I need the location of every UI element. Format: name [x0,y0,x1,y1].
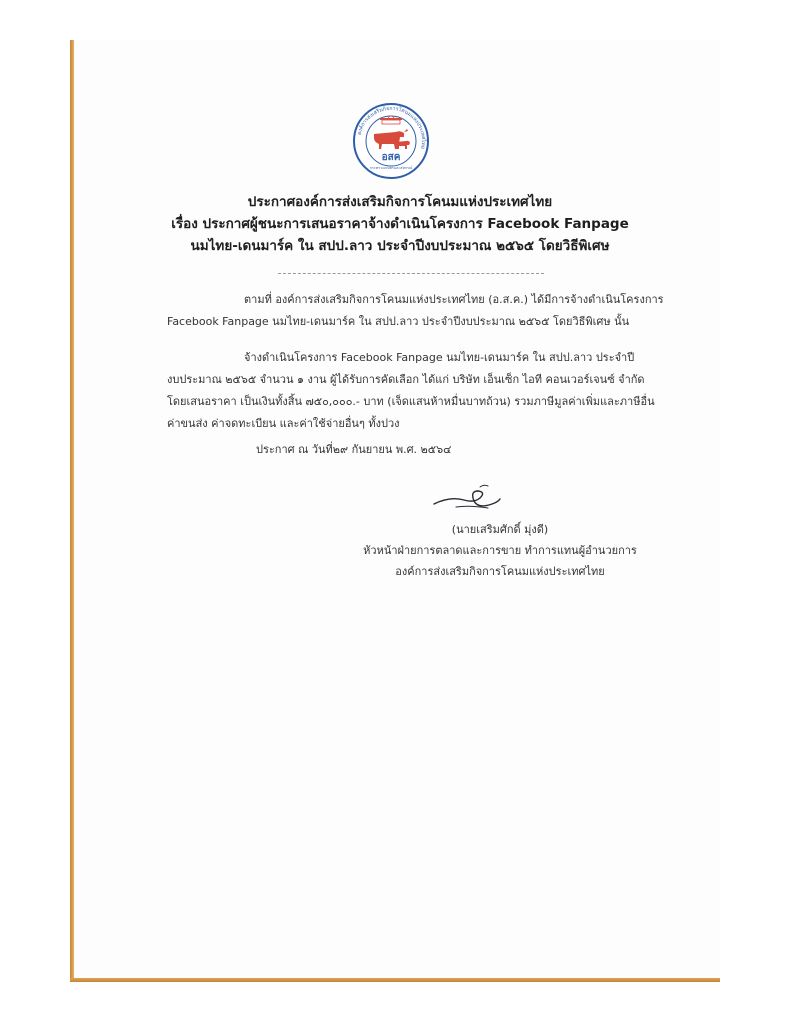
organization-logo [352,102,430,180]
paragraph2-line1: จ้างดำเนินโครงการ Facebook Fanpage นมไทย-เดนมาร์ค ใน สปป.ลาว ประจำปี [244,351,635,364]
paragraph1-line2: Facebook Fanpage นมไทย-เดนมาร์ค ใน สปป.ลาว ประจำปีงบประมาณ ๒๕๖๕ โดยวิธีพิเศษ นั้น [167,315,630,328]
signer-position: หัวหน้าฝ่ายการตลาดและการขาย ทำการแทนผู้อำนวยการ [363,544,637,557]
logo-ring-text: องค์การส่งเสริมกิจการโคนมแห่งประเทศไทย [356,105,427,150]
announcement-subject: เรื่อง ประกาศผู้ชนะการเสนอราคาจ้างดำเนินโครงการ Facebook Fanpage [171,216,629,232]
logo-abbr: อสค [381,152,401,163]
scan-edge-bottom [70,978,720,982]
announcement-date: ประกาศ ณ วันที่๒๙ กันยายน พ.ศ. ๒๕๖๔ [256,443,452,456]
signer-organization: องค์การส่งเสริมกิจการโคนมแห่งประเทศไทย [395,565,605,578]
handwritten-signature [430,482,502,516]
signer-name: (นายเสริมศักดิ์ มุ่งดี) [451,523,549,536]
announcement-title: ประกาศองค์การส่งเสริมกิจการโคนมแห่งประเทศไทย [247,194,553,210]
scan-edge-left [70,40,74,982]
logo-sub-text: กระทรวงเกษตรและสหกรณ์ [369,166,413,170]
paragraph2-line2: งบประมาณ ๒๕๖๕ จำนวน ๑ งาน ผู้ได้รับการคัดเลือก ได้แก่ บริษัท เอ็นเซ็ก ไอที คอนเวอร์เจนซ์ จำกัด [167,373,645,386]
announcement-subject-cont: นมไทย-เดนมาร์ค ใน สปป.ลาว ประจำปีงบประมาณ ๒๕๖๕ โดยวิธีพิเศษ [190,238,610,254]
paragraph1-line1: ตามที่ องค์การส่งเสริมกิจการโคนมแห่งประเทศไทย (อ.ส.ค.) ได้มีการจ้างดำเนินโครงการ [244,293,664,306]
header-divider [278,273,544,274]
paragraph2-line4: ค่าขนส่ง ค่าจดทะเบียน และค่าใช้จ่ายอื่นๆ ทั้งปวง [167,417,400,430]
document-page [74,40,720,978]
paragraph2-line3: โดยเสนอราคา เป็นเงินทั้งสิ้น ๗๕๐,๐๐๐.- บาท (เจ็ดแสนห้าหมื่นบาทถ้วน) รวมภาษีมูลค่าเพิ่มและภาษีอื่น [167,395,655,408]
